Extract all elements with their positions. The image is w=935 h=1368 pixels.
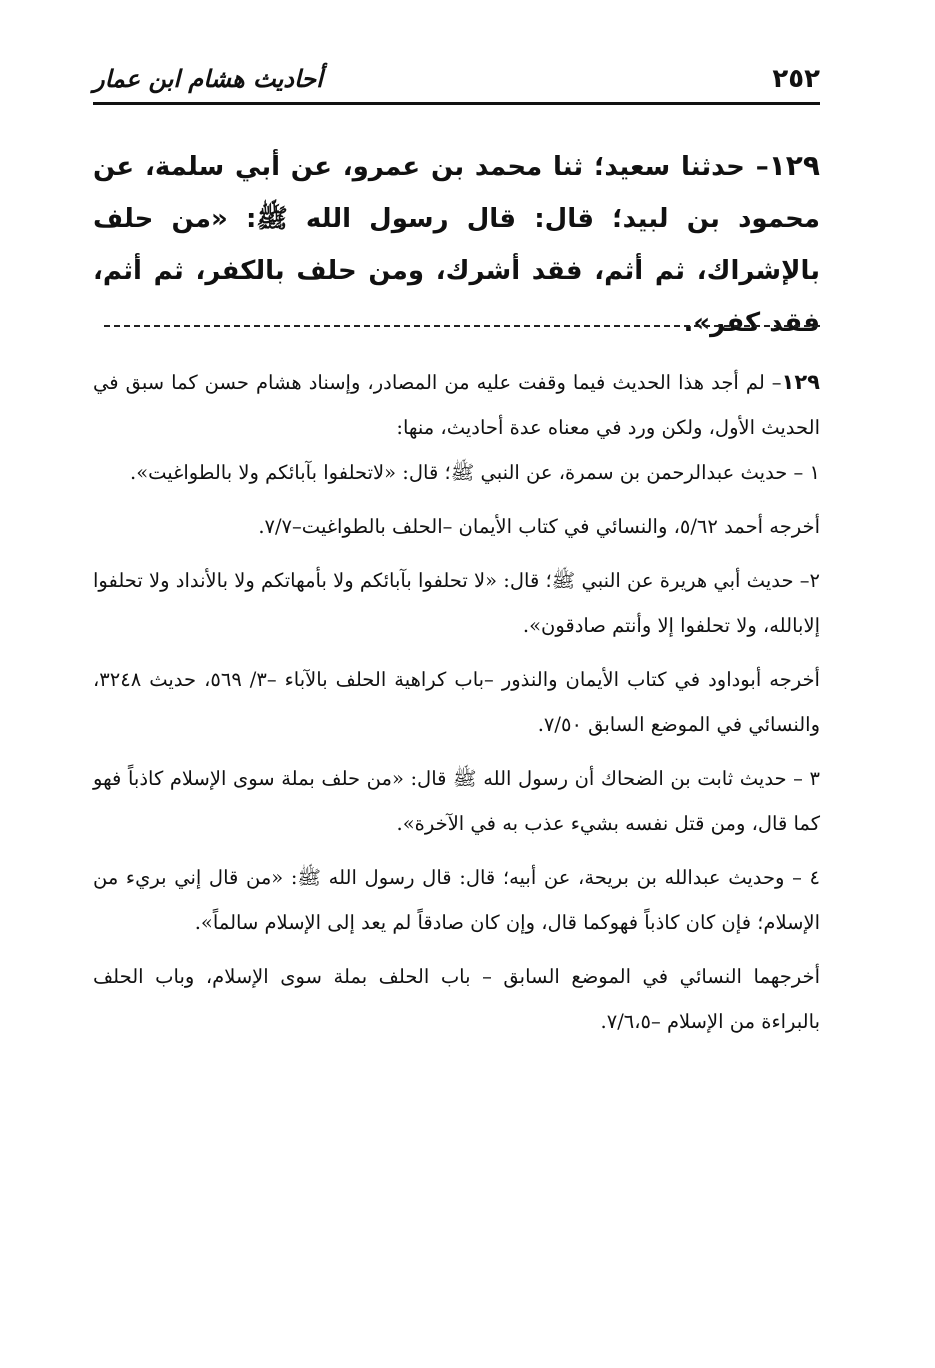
page-header bbox=[93, 62, 820, 102]
footnote-number: ١٢٩ bbox=[781, 370, 820, 394]
page-number: ٢٥٢ bbox=[772, 64, 820, 94]
hadith-number: ١٢٩ bbox=[768, 149, 820, 182]
footnote-item-4: ٤ – وحديث عبدالله بن بريحة، عن أبيه؛ قال: قال رسول الله ﷺ: «من قال إني بريء من الإسلام؛ فإن كان كاذباً فهوكما قال، وإن كان صادقاً لم يعد إلى الإسلام سالماً». bbox=[93, 866, 820, 934]
footnote-item-1: ١ – حديث عبدالرحمن بن سمرة، عن النبي ﷺ؛ قال: «لاتحلفوا بآبائكم ولا بالطواغيت». bbox=[130, 461, 820, 484]
footnote-source-1: أخرجه أحمد ٥/٦٢، والنسائي في كتاب الأيمان –الحلف بالطواغيت–٧/٧. bbox=[258, 515, 820, 538]
hadith-body: – حدثنا سعيد؛ ثنا محمد بن عمرو، عن أبي سلمة، عن محمود بن لبيد؛ قال: قال رسول الله ﷺ: «من حلف بالإشراك، ثم أثم، فقد أشرك، ومن حلف بالكفر، ثم أثم، فقد كفر». bbox=[93, 152, 820, 338]
header-rule bbox=[93, 102, 820, 105]
footnote-source-2: أخرجه أبوداود في كتاب الأيمان والنذور –باب كراهية الحلف بالآباء –٣/ ٥٦٩، حديث ٣٢٤٨، والنسائي في الموضع السابق ٧/٥٠. bbox=[93, 668, 820, 736]
footnote-item-2: ٢– حديث أبي هريرة عن النبي ﷺ؛ قال: «لا تحلفوا بآبائكم ولا بأمهاتكم ولا بالأنداد ولا تحلفوا إلابالله، ولا تحلفوا إلا وأنتم صادقون». bbox=[93, 569, 820, 637]
footnote-divider bbox=[104, 325, 820, 327]
footnote-source-4: أخرجهما النسائي في الموضع السابق – باب الحلف بملة سوى الإسلام، وباب الحلف بالبراءة من الإسلام –٧/٦،٥. bbox=[93, 965, 820, 1033]
hadith-text bbox=[93, 140, 820, 349]
footnotes bbox=[93, 360, 820, 1053]
footnote-intro-text: – لم أجد هذا الحديث فيما وقفت عليه من المصادر، وإسناد هشام حسن كما سبق في الحديث الأول، ولكن ورد في معناه عدة أحاديث، منها: bbox=[93, 371, 820, 439]
footnote-item-3: ٣ – حديث ثابت بن الضحاك أن رسول الله ﷺ قال: «من حلف بملة سوى الإسلام كاذباً فهو كما قال، ومن قتل نفسه بشيء عذب به في الآخرة». bbox=[93, 767, 820, 835]
running-title: أحاديث هشام ابن عمار bbox=[93, 65, 323, 93]
footnote-intro bbox=[93, 360, 820, 450]
